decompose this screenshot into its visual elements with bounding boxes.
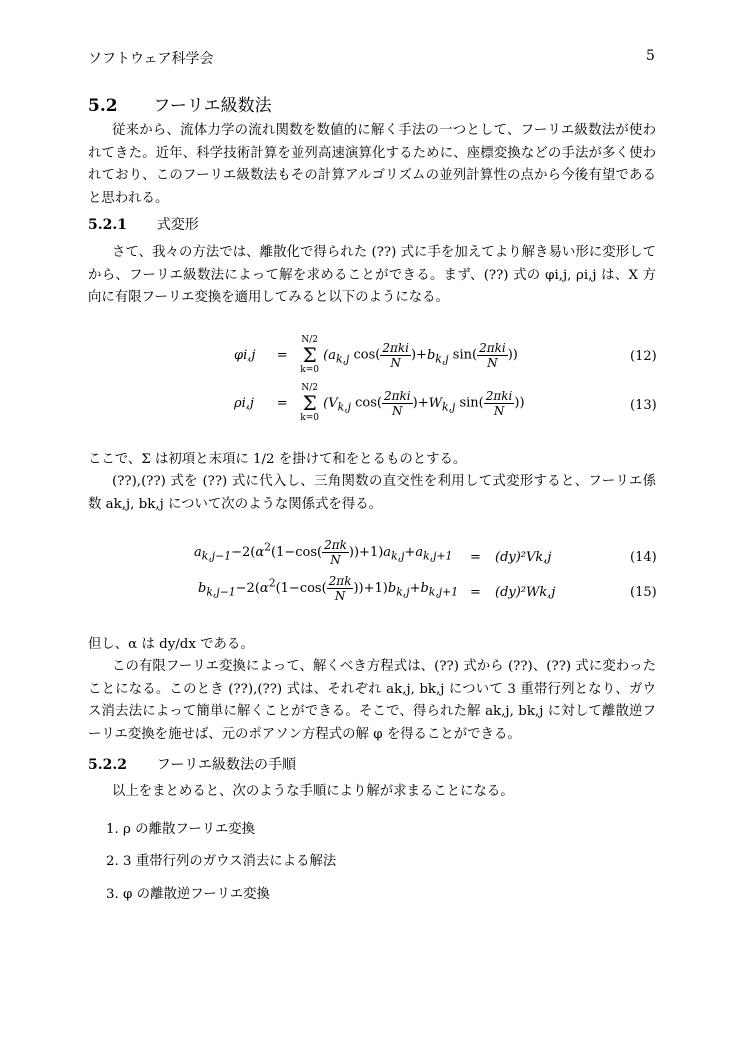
step-number: 1. [106,822,119,837]
eq15-rel: = [470,585,481,600]
page-number: 5 [646,48,655,64]
eq13-lhs: ρi,j [234,395,254,411]
procedure-step-3 [106,883,270,902]
eq12-number: (12) [630,349,657,364]
eq12-rel: = [276,347,288,363]
eq14-rhs: (dy)²Vk,j [495,550,552,565]
sum-symbol: N/2 Σ k=0 [300,383,320,423]
equation-13: ρi,j = N/2 Σ k=0 ($V_{k,j}$ cos( $\frac{\text{2πki}}{N}$ )$+W_{k,j}$ sin( $\frac{\text{2πki}}{N}$ )) [234,383,525,423]
eq14-rel: = [470,550,481,565]
running-header: ソフトウェア科学会 [88,51,214,67]
step-number: 3. [106,887,119,902]
intro-paragraph: 従来から、流体力学の流れ関数を数値的に解く手法の一つとして、フーリエ級数法が使われてきた。近年、科学技術計算を並列高速演算化するために、座標変換などの手法が多く使われており、このフーリエ級数法もその計算アルゴリズムの並列計算性の点から今後有望であると思われる。 [88,123,656,206]
equation-14: $a_{k,j-1}-2(\alpha^2(1-\cos$( $\frac{2\pi k}{N}$ ))$+1)a_{k,j}+a_{k,j+1}$ [194,538,453,567]
subsection-title: 式変形 [156,217,199,233]
procedure-step-2 [106,850,336,869]
section-title: フーリエ級数法 [153,96,272,116]
section-heading [88,91,272,116]
equation-12: φi,j = N/2 Σ k=0 ($a_{k,j}$ cos( $\frac{\text{2πki}}{N}$ )$+b_{k,j}$ sin( $\frac{\text{2πki}}{N}$ )) [234,335,518,375]
paragraph-fourier-result: この有限フーリエ変換によって、解くべき方程式は、(??) 式から (??)、(??) 式に変わったことになる。このとき (??),(??) 式は、それぞれ ak,j, bk,j について 3 重帯行列となり、ガウス消去法によって簡単に解くことができる。そこで、得られた解 ak,j, bk,j に対して離散逆フーリエ変換を施せば、元のポアソン方程式の解 φ を得ることができる。 [88,659,656,742]
step-text: ρ の離散フーリエ変換 [123,822,256,837]
eq13-number: (13) [630,398,657,413]
eq12-lhs: φi,j [234,347,256,363]
eq15-rhs: (dy)²Wk,j [495,585,556,600]
eq14-number: (14) [630,550,657,565]
section-number: 5.2 [88,96,118,116]
subsection-number: 5.2.2 [88,757,127,773]
subsection-title: フーリエ級数法の手順 [156,757,297,773]
eq13-rel: = [276,395,288,411]
paragraph-sum-note: ここで、Σ は初項と末項に 1/2 を掛けて和をとるものとする。 [88,452,467,467]
paragraph-transform: さて、我々の方法では、離散化で得られた (??) 式に手を加えてより解き易い形に変形してから、フーリエ級数法によって解を求めることができる。まず、(??) 式の φi,j, ρi,j は、X 方向に有限フーリエ変換を適用してみると以下のようになる。 [88,245,656,305]
sum-symbol: N/2 Σ k=0 [300,335,320,375]
subsection-heading-1 [88,214,199,234]
paragraph-substitution: (??),(??) 式を (??) 式に代入し、三角関数の直交性を利用して式変形すると、フーリエ係数 ak,j, bk,j について次のような関係式を得る。 [88,474,656,512]
equation-15: $b_{k,j-1}-2(\alpha^2(1-\cos$( $\frac{2\pi k}{N}$ ))$+1)b_{k,j}+b_{k,j+1}$ [198,574,459,603]
paragraph-alpha-note: 但し、α は dy/dx である。 [88,637,254,652]
subsection-number: 5.2.1 [88,217,127,233]
step-text: 3 重帯行列のガウス消去による解法 [123,854,337,869]
procedure-step-1 [106,818,255,837]
step-number: 2. [106,854,119,869]
step-text: φ の離散逆フーリエ変換 [123,887,270,902]
subsection-heading-2 [88,754,296,774]
paragraph-procedure: 以上をまとめると、次のような手順により解が求まることになる。 [112,784,514,799]
eq15-number: (15) [630,585,657,600]
